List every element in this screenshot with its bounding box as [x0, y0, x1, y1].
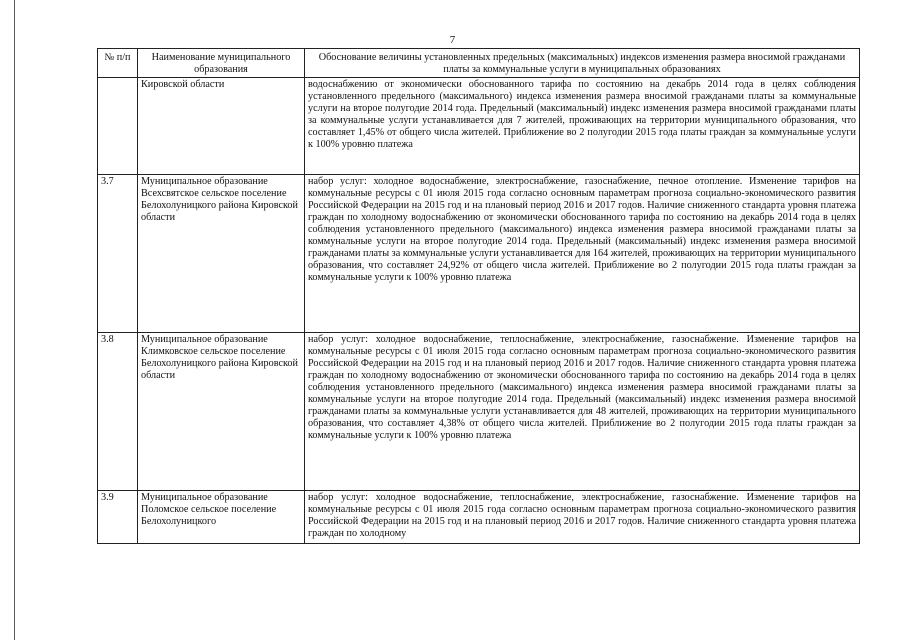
- table-row: [98, 333, 860, 491]
- tariff-index-table: [97, 48, 860, 544]
- row-municipality-name: Кировской области: [138, 78, 305, 175]
- row-justification: набор услуг: холодное водоснабжение, теплоснабжение, электроснабжение, газоснабжение. Изменение тарифов на коммунальные ресурсы с 01 июля 2015 года согласно основным параметрам прогноза социально-экономического развития Российской Федерации на 2015 год и на плановый период 2016 и 2017 годов. Наличие сниженного стандарта уровня платежа граждан по холодному: [305, 491, 860, 544]
- page-number: 7: [449, 34, 456, 46]
- table-row: [98, 491, 860, 544]
- row-municipality-name: Муниципальное образование Климковское сельское поселение Белохолуницкого района Кировской области: [138, 333, 305, 491]
- header-justification: Обоснование величины установленных предельных (максимальных) индексов изменения размера вносимой гражданами платы за коммунальные услуги в муниципальных образованиях: [305, 49, 860, 78]
- table-row: [98, 175, 860, 333]
- header-number: № п/п: [98, 49, 138, 78]
- row-municipality-name: Муниципальное образование Всехсвятское сельское поселение Белохолуницкого района Кировской области: [138, 175, 305, 333]
- binder-edge-line: [14, 0, 15, 640]
- row-number: 3.7: [98, 175, 138, 333]
- row-justification: набор услуг: холодное водоснабжение, электроснабжение, газоснабжение, печное отопление. Изменение тарифов на коммунальные ресурсы с 01 июля 2015 года согласно основным параметрам прогноза социально-экономического развития Российской Федерации на 2015 год и на плановый период 2016 и 2017 годов. Наличие сниженного стандарта уровня платежа граждан по холодному водоснабжению от экономически обоснованного тарифа по состоянию на декабрь 2014 года в целях соблюдения установленного предельного (максимального) индекса изменения размера вносимой гражданами платы за коммунальные услуги на второе полугодие 2014 года. Предельный (максимальный) индекс изменения размера вносимой гражданами платы за коммунальные услуги устанавливается для 164 жителей, проживающих на территории муниципального образования, что составляет 24,92% от общего числа жителей. Приближение во 2 полугодии 2015 года платы граждан за коммунальные услуги к 100% уровню платежа: [305, 175, 860, 333]
- row-municipality-name: Муниципальное образование Поломское сельское поселение Белохолуницкого: [138, 491, 305, 544]
- row-justification: набор услуг: холодное водоснабжение, теплоснабжение, электроснабжение, газоснабжение. Изменение тарифов на коммунальные ресурсы с 01 июля 2015 года согласно основным параметрам прогноза социально-экономического развития Российской Федерации на 2015 год и на плановый период 2016 и 2017 годов. Наличие сниженного стандарта уровня платежа граждан по холодному водоснабжению от экономически обоснованного тарифа по состоянию на декабрь 2014 года в целях соблюдения установленного предельного (максимального) индекса изменения размера вносимой гражданами платы за коммунальные услуги на второе полугодие 2014 года. Предельный (максимальный) индекс изменения размера вносимой гражданами платы за коммунальные услуги устанавливается для 48 жителей, проживающих на территории муниципального образования, что составляет 4,38% от общего числа жителей. Приближение во 2 полугодии 2015 года платы граждан за коммунальные услуги к 100% уровню платежа: [305, 333, 860, 491]
- row-justification: водоснабжению от экономически обоснованного тарифа по состоянию на декабрь 2014 года в целях соблюдения установленного предельного (максимального) индекса изменения размера вносимой гражданами платы за коммунальные услуги на второе полугодие 2014 года. Предельный (максимальный) индекс изменения размера вносимой гражданами платы за коммунальные услуги устанавливается для 7 жителей, проживающих на территории муниципального образования, что составляет 1,45% от общего числа жителей. Приближение во 2 полугодии 2015 года платы граждан за коммунальные услуги к 100% уровню платежа: [305, 78, 860, 175]
- header-municipality-name: Наименование муниципального образования: [138, 49, 305, 78]
- row-number: 3.8: [98, 333, 138, 491]
- row-number: [98, 78, 138, 175]
- table-row: [98, 78, 860, 175]
- row-number: 3.9: [98, 491, 138, 544]
- table-header-row: [98, 49, 860, 78]
